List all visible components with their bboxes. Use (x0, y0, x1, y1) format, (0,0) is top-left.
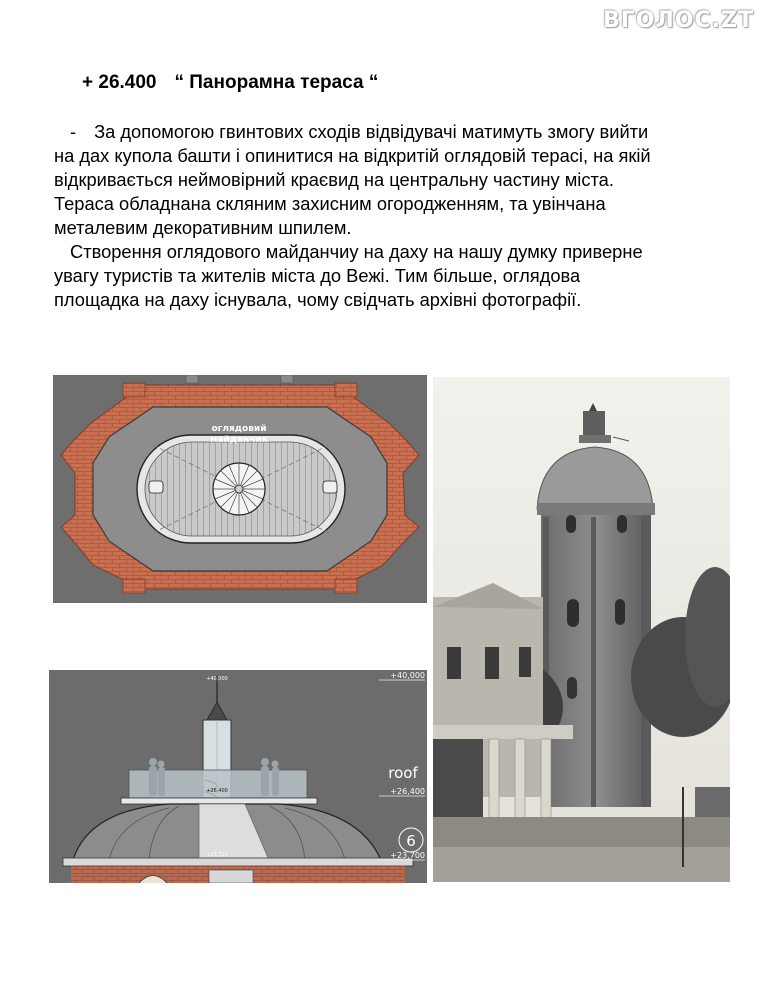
p2-line-3: площадка на даху існувала, чому свідчать архівні фотографії. (54, 289, 582, 310)
description-text (54, 120, 724, 312)
terrace-plan-drawing (53, 375, 427, 603)
p1-line-2: на дах купола башти і опинитися на відкритій оглядовій терасі, на якій (54, 145, 651, 166)
paragraph-dash: - (70, 121, 77, 142)
plan-label-line-1: оглядовий (211, 424, 267, 434)
paragraph-2 (54, 240, 724, 312)
p1-line-1: За допомогою гвинтових сходів відвідувачі матимуть змогу вийти (94, 121, 649, 142)
p2-line-1: Створення оглядового майданчиу на даху на нашу думку приверне (70, 241, 643, 262)
terrace-section-drawing (49, 670, 427, 883)
heading-title: “ Панорамна тераса “ (174, 72, 379, 93)
archive-tower-photo (433, 377, 730, 882)
heading-level: + 26.400 (82, 72, 157, 93)
p1-line-3: відкривається неймовірний краєвид на центральну частину міста. (54, 169, 614, 190)
level-mark-spire: +40,000 (206, 676, 228, 682)
plan-label-line-2: майданчик (210, 435, 268, 445)
floor-number: 6 (406, 832, 416, 850)
level-mark-roof: +26,400 (390, 787, 425, 796)
p1-line-5: металевим декоративним шпилем. (54, 217, 352, 238)
label-roof: roof (388, 764, 418, 782)
paragraph-1 (54, 120, 724, 240)
section-heading (82, 72, 378, 94)
p1-line-4: Тераса обладнана скляним захисним огородженням, та увінчана (54, 193, 606, 214)
level-mark-floor-inner: +23,720 (206, 852, 228, 858)
p2-line-2: увагу туристів та жителів міста до Вежі. Тим більше, оглядова (54, 265, 581, 286)
level-mark-roof-inner: +26,400 (206, 788, 228, 794)
level-mark-top: +40,000 (390, 671, 425, 680)
site-watermark: ВГОЛОС.ZT (603, 8, 754, 33)
level-mark-floor: +23,700 (390, 851, 425, 860)
